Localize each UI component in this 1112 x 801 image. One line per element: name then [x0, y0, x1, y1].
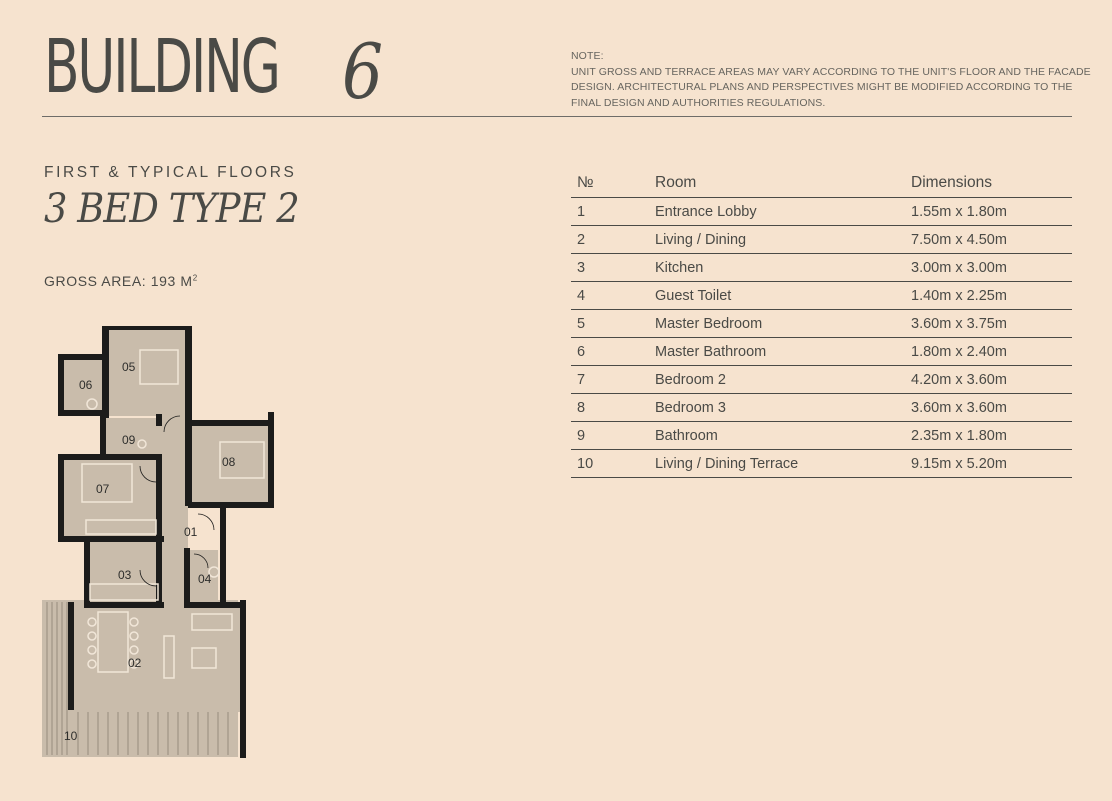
room-label-05: 05 [122, 360, 136, 374]
room-label-10: 10 [64, 729, 78, 743]
row-room: Master Bathroom [649, 338, 905, 366]
table-row [571, 198, 1072, 226]
row-dimensions: 9.15m x 5.20m [905, 450, 1072, 478]
row-number: 7 [571, 366, 649, 394]
table-row [571, 254, 1072, 282]
row-dimensions: 1.55m x 1.80m [905, 198, 1072, 226]
row-room: Entrance Lobby [649, 198, 905, 226]
gross-area-text: GROSS AREA: 193 M [44, 273, 193, 289]
table-row [571, 338, 1072, 366]
row-number: 1 [571, 198, 649, 226]
room-label-03: 03 [118, 568, 132, 582]
gross-area-superscript: 2 [192, 273, 198, 283]
table-row [571, 282, 1072, 310]
room-label-08: 08 [222, 455, 236, 469]
building-number: 6 [342, 27, 384, 116]
row-number: 6 [571, 338, 649, 366]
header-dimensions: Dimensions [905, 168, 1072, 198]
row-number: 8 [571, 394, 649, 422]
room-table [571, 168, 1072, 478]
row-dimensions: 7.50m x 4.50m [905, 226, 1072, 254]
row-number: 2 [571, 226, 649, 254]
row-number: 9 [571, 422, 649, 450]
table-row [571, 226, 1072, 254]
row-dimensions: 3.60m x 3.75m [905, 310, 1072, 338]
table-row [571, 394, 1072, 422]
row-room: Kitchen [649, 254, 905, 282]
note-title: NOTE: [571, 50, 604, 62]
row-number: 5 [571, 310, 649, 338]
table-row [571, 310, 1072, 338]
building-title: BUILDING [44, 24, 279, 110]
note [571, 49, 1091, 111]
unit-type: 3 BED TYPE 2 [44, 186, 299, 232]
room-label-09: 09 [122, 433, 136, 447]
row-room: Master Bedroom [649, 310, 905, 338]
row-number: 3 [571, 254, 649, 282]
row-number: 10 [571, 450, 649, 478]
row-room: Guest Toilet [649, 282, 905, 310]
room-label-01: 01 [184, 525, 198, 539]
table-row [571, 450, 1072, 478]
row-dimensions: 2.35m x 1.80m [905, 422, 1072, 450]
row-room: Bedroom 3 [649, 394, 905, 422]
row-room: Living / Dining [649, 226, 905, 254]
note-text: UNIT GROSS AND TERRACE AREAS MAY VARY ACCORDING TO THE UNIT'S FLOOR AND THE FACADE DESIGN. ARCHITECTURAL PLANS AND PERSPECTIVES MIGHT BE MODIFIED ACCORDING TO THE FINAL DESIGN AND AUTHORITIES REGULATIONS. [571, 65, 1091, 109]
floors-label: FIRST & TYPICAL FLOORS [44, 164, 297, 181]
room-label-04: 04 [198, 572, 212, 586]
header-divider [42, 116, 1072, 117]
row-number: 4 [571, 282, 649, 310]
gross-area [44, 273, 198, 289]
room-label-07: 07 [96, 482, 110, 496]
header-room: Room [649, 168, 905, 198]
room-label-02: 02 [128, 656, 142, 670]
table-row [571, 422, 1072, 450]
row-dimensions: 3.00m x 3.00m [905, 254, 1072, 282]
row-room: Living / Dining Terrace [649, 450, 905, 478]
header-number: № [571, 168, 649, 198]
table-row [571, 366, 1072, 394]
row-dimensions: 3.60m x 3.60m [905, 394, 1072, 422]
row-dimensions: 4.20m x 3.60m [905, 366, 1072, 394]
row-dimensions: 1.40m x 2.25m [905, 282, 1072, 310]
row-room: Bedroom 2 [649, 366, 905, 394]
row-room: Bathroom [649, 422, 905, 450]
room-fills [62, 330, 270, 712]
room-label-06: 06 [79, 378, 93, 392]
floor-plan [38, 322, 283, 764]
table-header-row [571, 168, 1072, 198]
row-dimensions: 1.80m x 2.40m [905, 338, 1072, 366]
